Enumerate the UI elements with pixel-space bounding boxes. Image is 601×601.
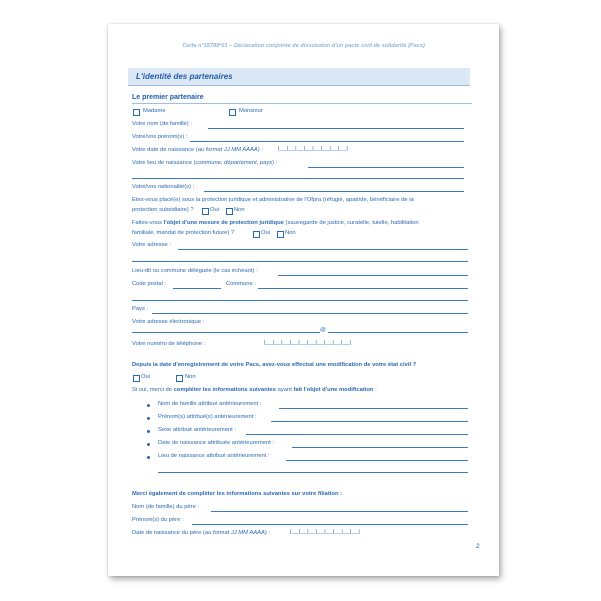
intro-a: Si oui, merci de xyxy=(132,387,174,393)
email-field-domain[interactable] xyxy=(328,332,468,333)
intro-e: : xyxy=(373,387,377,393)
mesure-text-c: (sauvegarde de justice, curatelle, tutelle, habilitation xyxy=(283,220,419,226)
intro-d: fait l'objet d'une modification xyxy=(293,387,374,393)
bullet-icon xyxy=(147,417,150,420)
prenoms-pere-field[interactable] xyxy=(192,524,468,525)
etat-civil-non-label: Non xyxy=(185,374,196,380)
ant-sexe-field[interactable] xyxy=(246,434,468,435)
nom-label: Votre nom (de famille) : xyxy=(132,121,192,127)
mesure-non-checkbox[interactable] xyxy=(277,231,284,238)
section-title: L'identité des partenaires xyxy=(136,72,233,81)
bullet-icon xyxy=(147,404,150,407)
code-postal-field[interactable] xyxy=(173,288,221,289)
page-number: 2 xyxy=(476,543,480,550)
madame-checkbox[interactable] xyxy=(133,109,140,116)
adresse-field-2[interactable] xyxy=(132,261,468,262)
form-page xyxy=(108,24,499,576)
mesure-non-label: Non xyxy=(285,230,296,236)
email-at-sign: @ xyxy=(320,327,326,333)
intro-b: compléter les informations suivantes xyxy=(173,387,277,393)
prenoms-label: Votre/vos prénom(s) : xyxy=(132,134,188,140)
naissance-label-c: ) : xyxy=(257,147,263,153)
etat-civil-oui-checkbox[interactable] xyxy=(133,375,140,382)
telephone-label: Votre numéro de téléphone : xyxy=(132,341,206,347)
adresse-label: Votre adresse : xyxy=(132,242,171,248)
partner-heading: Le premier partenaire xyxy=(132,94,204,101)
pays-field[interactable] xyxy=(152,313,468,314)
date-pere-label xyxy=(132,531,270,537)
bullet-icon xyxy=(147,430,150,433)
commune-field-2[interactable] xyxy=(132,300,468,301)
code-postal-label: Code postal : xyxy=(132,281,167,287)
date-pere-c: ) : xyxy=(264,530,271,536)
naissance-format: au format JJ MM AAAA xyxy=(197,147,258,153)
nationalite-field[interactable] xyxy=(204,191,464,192)
bullet-icon xyxy=(147,456,150,459)
lieu-dit-label: Lieu-dit ou commune déléguée (le cas échéant) : xyxy=(132,268,258,274)
naissance-label-a: Votre date de naissance ( xyxy=(132,147,198,153)
ofpra-oui-checkbox[interactable] xyxy=(202,208,209,215)
intro-c: ayant xyxy=(276,387,294,393)
nationalite-label: Votre/vos nationalité(s) : xyxy=(132,184,195,190)
mesure-question-1 xyxy=(132,221,419,227)
ant-lieu-label: Lieu de naissance attribué antérieurement : xyxy=(158,453,270,459)
ofpra-non-checkbox[interactable] xyxy=(226,208,233,215)
ant-nom-label: Nom de famille attribué antérieurement : xyxy=(158,401,262,407)
ant-lieu-field[interactable] xyxy=(286,460,468,461)
email-label: Votre adresse électronique : xyxy=(132,319,205,325)
ofpra-question-2: protection subsidiaire) ? xyxy=(132,207,194,213)
bullet-icon xyxy=(147,443,150,446)
ant-lieu-field-2[interactable] xyxy=(158,472,468,473)
lieu-naissance-field[interactable] xyxy=(308,167,464,168)
prenoms-pere-label: Prénom(s) du père : xyxy=(132,517,184,523)
commune-field[interactable] xyxy=(258,288,468,289)
mesure-oui-label: Oui xyxy=(261,230,271,236)
lieu-label-c: ) : xyxy=(272,160,278,166)
pays-label: Pays : xyxy=(132,306,149,312)
mesure-question-2: familiale, mandat de protection future) ? xyxy=(132,230,235,236)
etat-civil-non-checkbox[interactable] xyxy=(176,375,183,382)
ofpra-oui-label: Oui xyxy=(210,207,220,213)
ant-sexe-label: Sexe attribué antérieurement : xyxy=(158,427,236,433)
mesure-text-b: l'objet d'une mesure de protection juridique xyxy=(163,220,284,226)
ant-prenoms-field[interactable] xyxy=(271,421,468,422)
naissance-date-boxes[interactable]: |__|__|__|__|__|__|__|__| xyxy=(278,146,349,152)
date-pere-format: au format JJ MM AAAA xyxy=(204,530,265,536)
monsieur-checkbox[interactable] xyxy=(229,109,236,116)
form-header-title: Cerfa n°15789*01 – Déclaration conjointe de dissolution d'un pacte civil de solidarité (Pacs) xyxy=(182,43,425,49)
prenoms-field[interactable] xyxy=(190,141,464,142)
etat-civil-oui-label: Oui xyxy=(141,374,151,380)
ofpra-question-1: Etes-vous placé(e) sous la protection juridique et administrative de l'Ofpra (réfugié, apatride, bénéficiaire de la xyxy=(132,197,414,203)
commune-label: Commune : xyxy=(226,281,256,287)
nom-field[interactable] xyxy=(208,128,464,129)
mesure-text-a: Faites-vous xyxy=(132,220,164,226)
mesure-oui-checkbox[interactable] xyxy=(253,231,260,238)
adresse-field[interactable] xyxy=(178,249,468,250)
partner-heading-rule xyxy=(132,103,472,104)
nom-pere-field[interactable] xyxy=(211,511,468,512)
etat-civil-question: Depuis la date d'enregistrement de votre Pacs, avez-vous effectué une modification de votre état civil ? xyxy=(132,362,417,368)
ant-prenoms-label: Prénom(s) attribué(s) antérieurement : xyxy=(158,414,257,420)
ant-date-field[interactable] xyxy=(292,447,468,448)
section-band xyxy=(128,68,470,86)
telephone-boxes[interactable]: |__|__|__|__|__|__|__|__|__|__| xyxy=(264,340,352,346)
ant-nom-field[interactable] xyxy=(279,408,468,409)
lieu-naissance-field-2[interactable] xyxy=(132,178,464,179)
ofpra-non-label: Non xyxy=(234,207,245,213)
date-pere-boxes[interactable]: |__|__|__|__|__|__|__|__| xyxy=(290,529,361,535)
madame-label: Madame xyxy=(143,108,166,114)
lieu-dit-field[interactable] xyxy=(278,275,468,276)
ant-date-label: Date de naissance attribuée antérieurement : xyxy=(158,440,275,446)
monsieur-label: Monsieur xyxy=(239,108,263,114)
lieu-label-a: Votre lieu de naissance ( xyxy=(132,160,196,166)
email-field-user[interactable] xyxy=(132,332,320,333)
lieu-format: commune, département, pays xyxy=(195,160,273,166)
naissance-label xyxy=(132,148,263,154)
lieu-naissance-label xyxy=(132,161,277,167)
etat-civil-intro xyxy=(132,388,377,394)
nom-pere-label: Nom (de famille) du père : xyxy=(132,504,200,510)
filiation-intro: Merci également de compléter les informations suivantes sur votre filiation : xyxy=(132,491,343,497)
date-pere-a: Date de naissance du père ( xyxy=(132,530,205,536)
